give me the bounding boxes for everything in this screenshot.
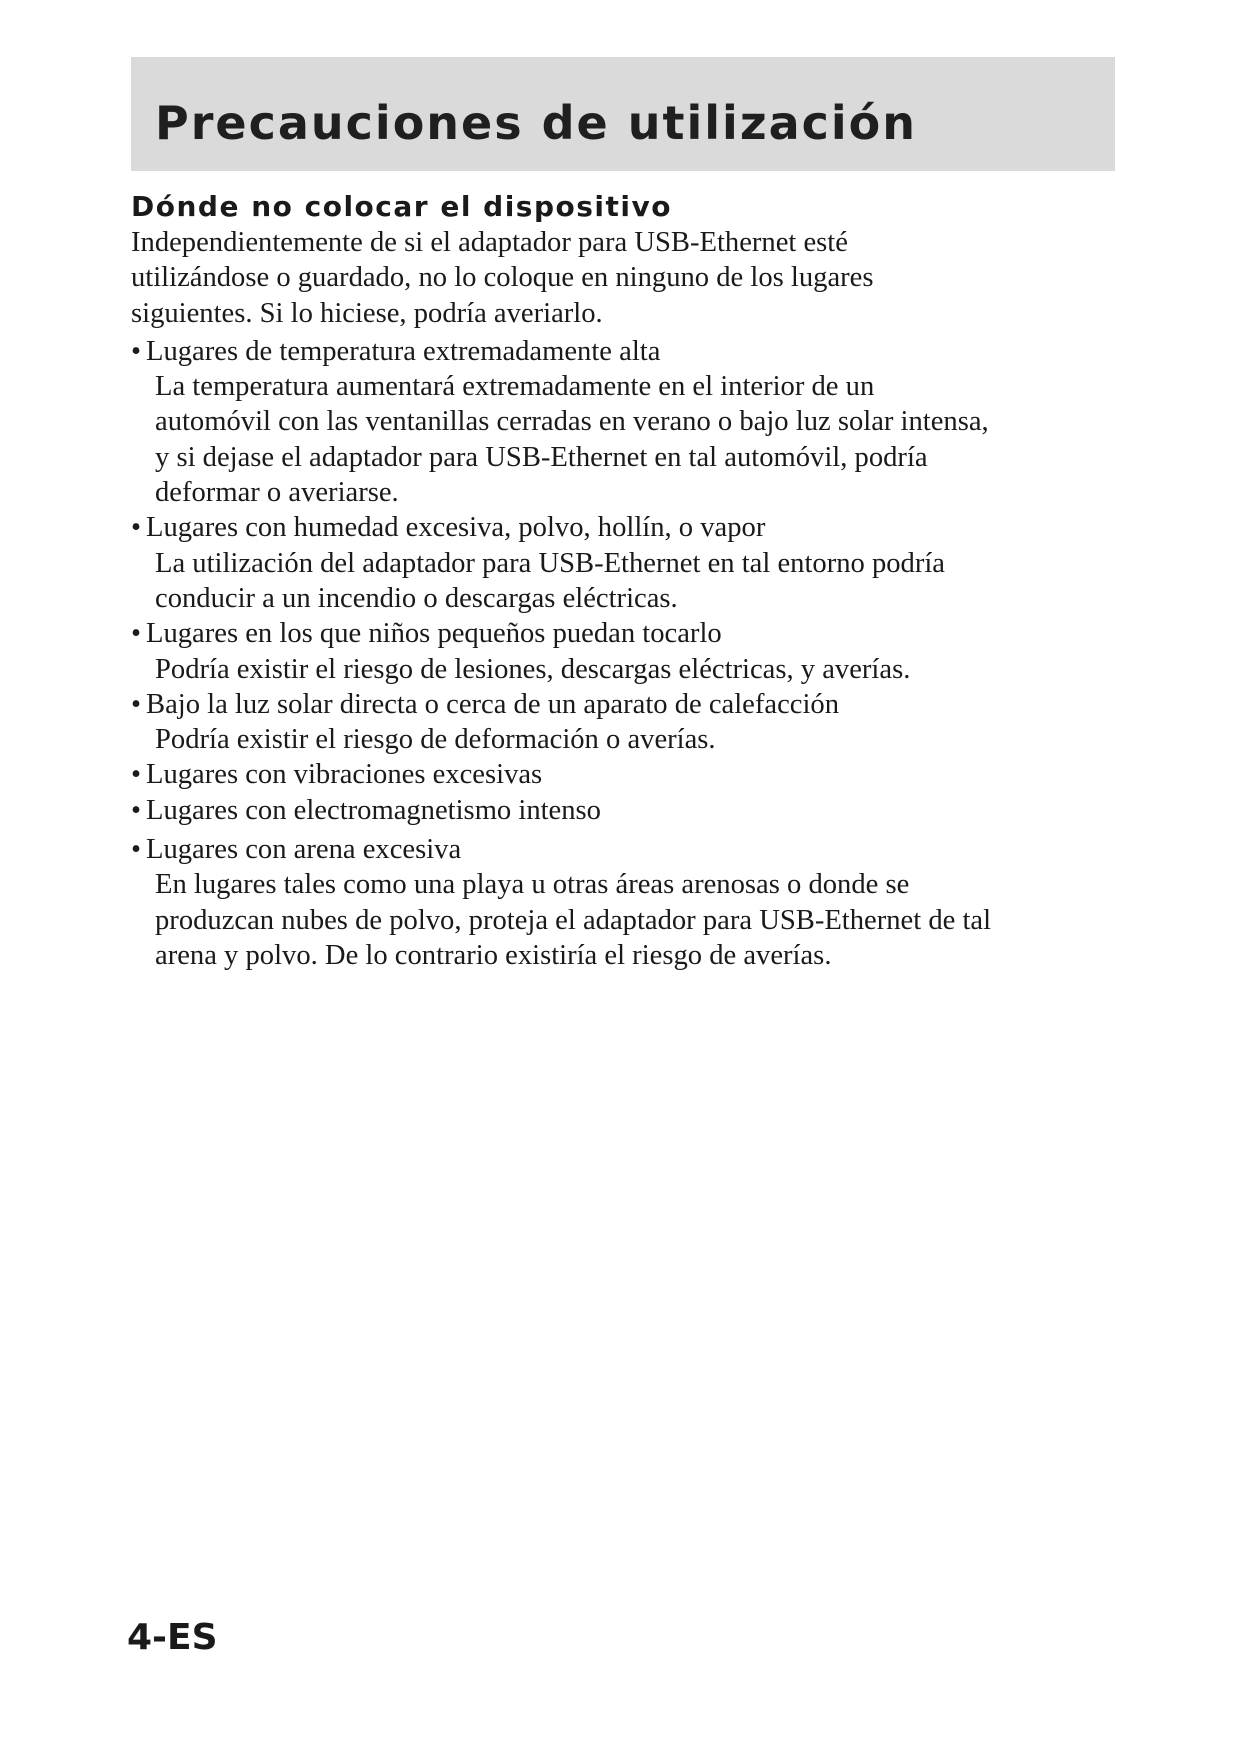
item-title: Lugares en los que niños pequeños puedan tocarlo — [146, 618, 722, 650]
item-description: La utilización del adaptador para USB-Ethernet en tal entorno podría conducir a un incendio o descargas eléctricas. — [155, 547, 946, 614]
item-description: Podría existir el riesgo de lesiones, descargas eléctricas, y averías. — [155, 653, 911, 685]
intro-paragraph: Independientemente de si el adaptador para USB-Ethernet esté utilizándose o guardado, no lo coloque en ninguno de los lugares siguientes. Si lo hiciese, podría averiarlo. — [131, 227, 874, 329]
list-item — [131, 510, 1121, 616]
item-title: Lugares con electromagnetismo intenso — [146, 794, 601, 826]
item-description: La temperatura aumentará extremadamente en el interior de un automóvil con las ventanillas cerradas en verano o bajo luz solar intensa, y si dejase el adaptador para USB-Ethernet en tal automóvil, podría deformar o averiarse. — [155, 371, 989, 509]
bullet-icon: • — [131, 834, 142, 866]
bullet-icon: • — [131, 618, 142, 650]
bullet-icon: • — [131, 794, 142, 826]
main-content — [131, 189, 1121, 973]
item-title: Lugares con vibraciones excesivas — [146, 759, 543, 791]
page-number: 4-ES — [127, 1617, 218, 1658]
list-item — [131, 687, 1121, 758]
page-title: Precauciones de utilización — [155, 96, 918, 150]
bullet-icon: • — [131, 759, 142, 791]
list-item — [131, 793, 1121, 828]
bullet-icon: • — [131, 688, 142, 720]
list-item — [131, 334, 1121, 510]
item-title: Lugares con humedad excesiva, polvo, hollín, o vapor — [146, 512, 766, 544]
bullet-icon: • — [131, 512, 142, 544]
item-title: Lugares con arena excesiva — [146, 834, 462, 866]
list-item — [131, 616, 1121, 687]
item-title: Bajo la luz solar directa o cerca de un aparato de calefacción — [146, 688, 840, 720]
precautions-list — [131, 334, 1121, 973]
item-description: Podría existir el riesgo de deformación o averías. — [155, 724, 716, 756]
title-banner — [131, 57, 1115, 171]
list-item — [131, 757, 1121, 792]
list-item — [131, 832, 1121, 973]
item-description: En lugares tales como una playa u otras áreas arenosas o donde se produzcan nubes de polvo, proteja el adaptador para USB-Ethernet de tal arena y polvo. De lo contrario existiría el riesgo de averías. — [155, 869, 992, 971]
bullet-icon: • — [131, 335, 142, 367]
item-title: Lugares de temperatura extremadamente alta — [146, 335, 661, 367]
section-heading: Dónde no colocar el dispositivo — [131, 190, 672, 223]
